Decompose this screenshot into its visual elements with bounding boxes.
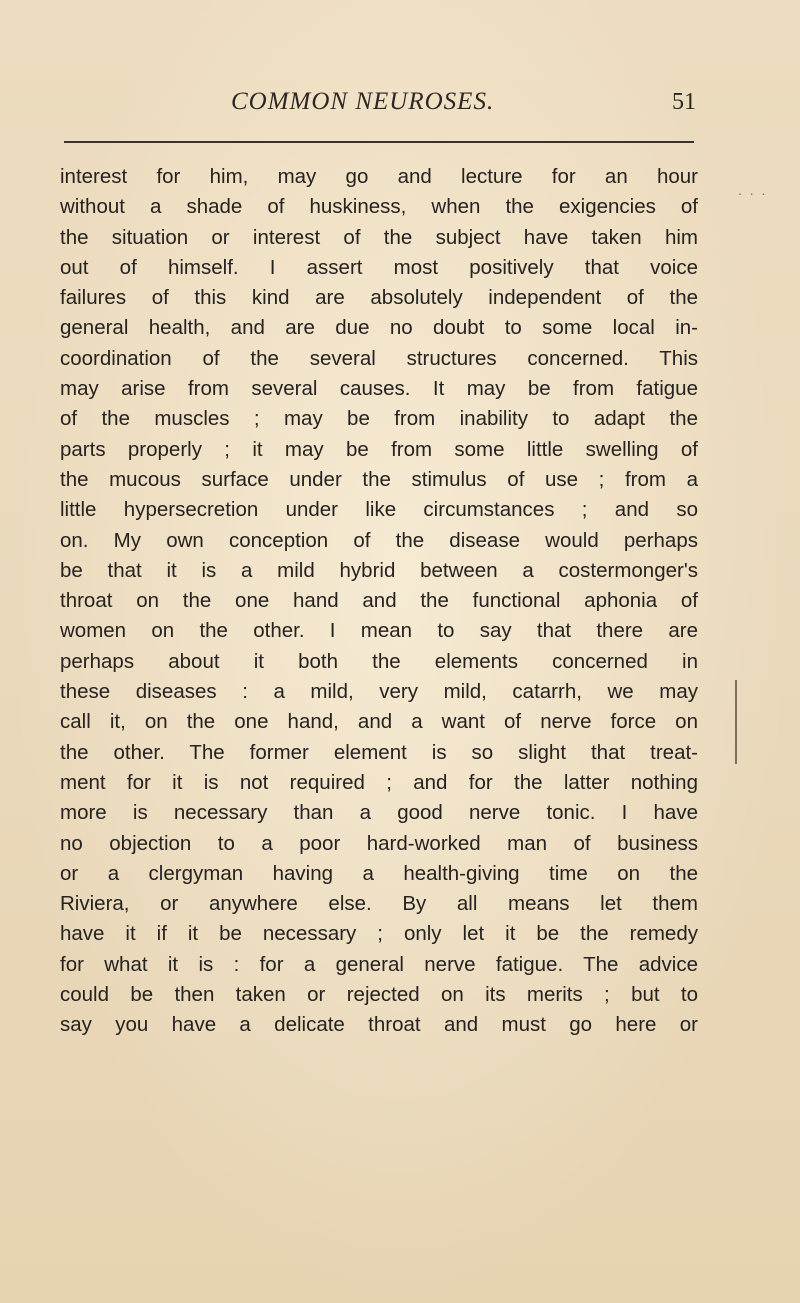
text-line: on. My own conception of the disease would perhaps [60,528,698,552]
text-line: general health, and are due no doubt to some local in- [60,316,698,340]
text-line: interest for him, may go and lecture for an hour [60,165,698,188]
text-line: without a shade of huskiness, when the exigencies of [60,195,698,219]
text-line: little hypersecretion under like circumstances ; and so [60,498,698,522]
text-line: of the muscles ; may be from inability to adapt the [60,407,698,431]
text-line: perhaps about it both the elements concerned in [60,649,698,673]
text-line: women on the other. I mean to say that there are [60,619,698,643]
text-line: these diseases : a mild, very mild, catarrh, we may [60,680,698,704]
text-line: the mucous surface under the stimulus of use ; from a [60,467,698,491]
text-line: the situation or interest of the subject have taken him [60,225,698,249]
text-line: Riviera, or anywhere else. By all means let them [60,892,698,916]
text-line: more is necessary than a good nerve tonic. I have [60,801,698,825]
text-line: say you have a delicate throat and must go here or [60,1013,698,1037]
page-number: 51 [672,89,696,115]
text-line: parts properly ; it may be from some little swelling of [60,437,698,461]
header-rule [64,141,694,143]
text-line: could be then taken or rejected on its merits ; but to [60,983,698,1007]
margin-edge-mark [735,680,737,764]
text-line: failures of this kind are absolutely independent of the [60,286,698,310]
text-line: may arise from several causes. It may be from fatigue [60,377,698,401]
text-line: no objection to a poor hard-worked man of business [60,831,698,855]
text-line: be that it is a mild hybrid between a costermonger's [60,558,698,582]
text-line: throat on the one hand and the functional aphonia of [60,589,698,613]
text-line: or a clergyman having a health-giving time on the [60,861,698,885]
text-line: ment for it is not required ; and for the latter nothing [60,770,698,794]
body-text [60,162,698,1041]
text-line: have it if it be necessary ; only let it be the remedy [60,922,698,946]
text-line: out of himself. I assert most positively that voice [60,255,698,279]
text-line: for what it is : for a general nerve fatigue. The advice [60,952,698,976]
text-line: coordination of the several structures concerned. This [60,346,698,370]
text-line: the other. The former element is so slight that treat- [60,740,698,764]
running-head: COMMON NEUROSES. [231,88,495,115]
text-line: call it, on the one hand, and a want of nerve force on [60,710,698,734]
margin-mark: . . . [738,182,768,198]
